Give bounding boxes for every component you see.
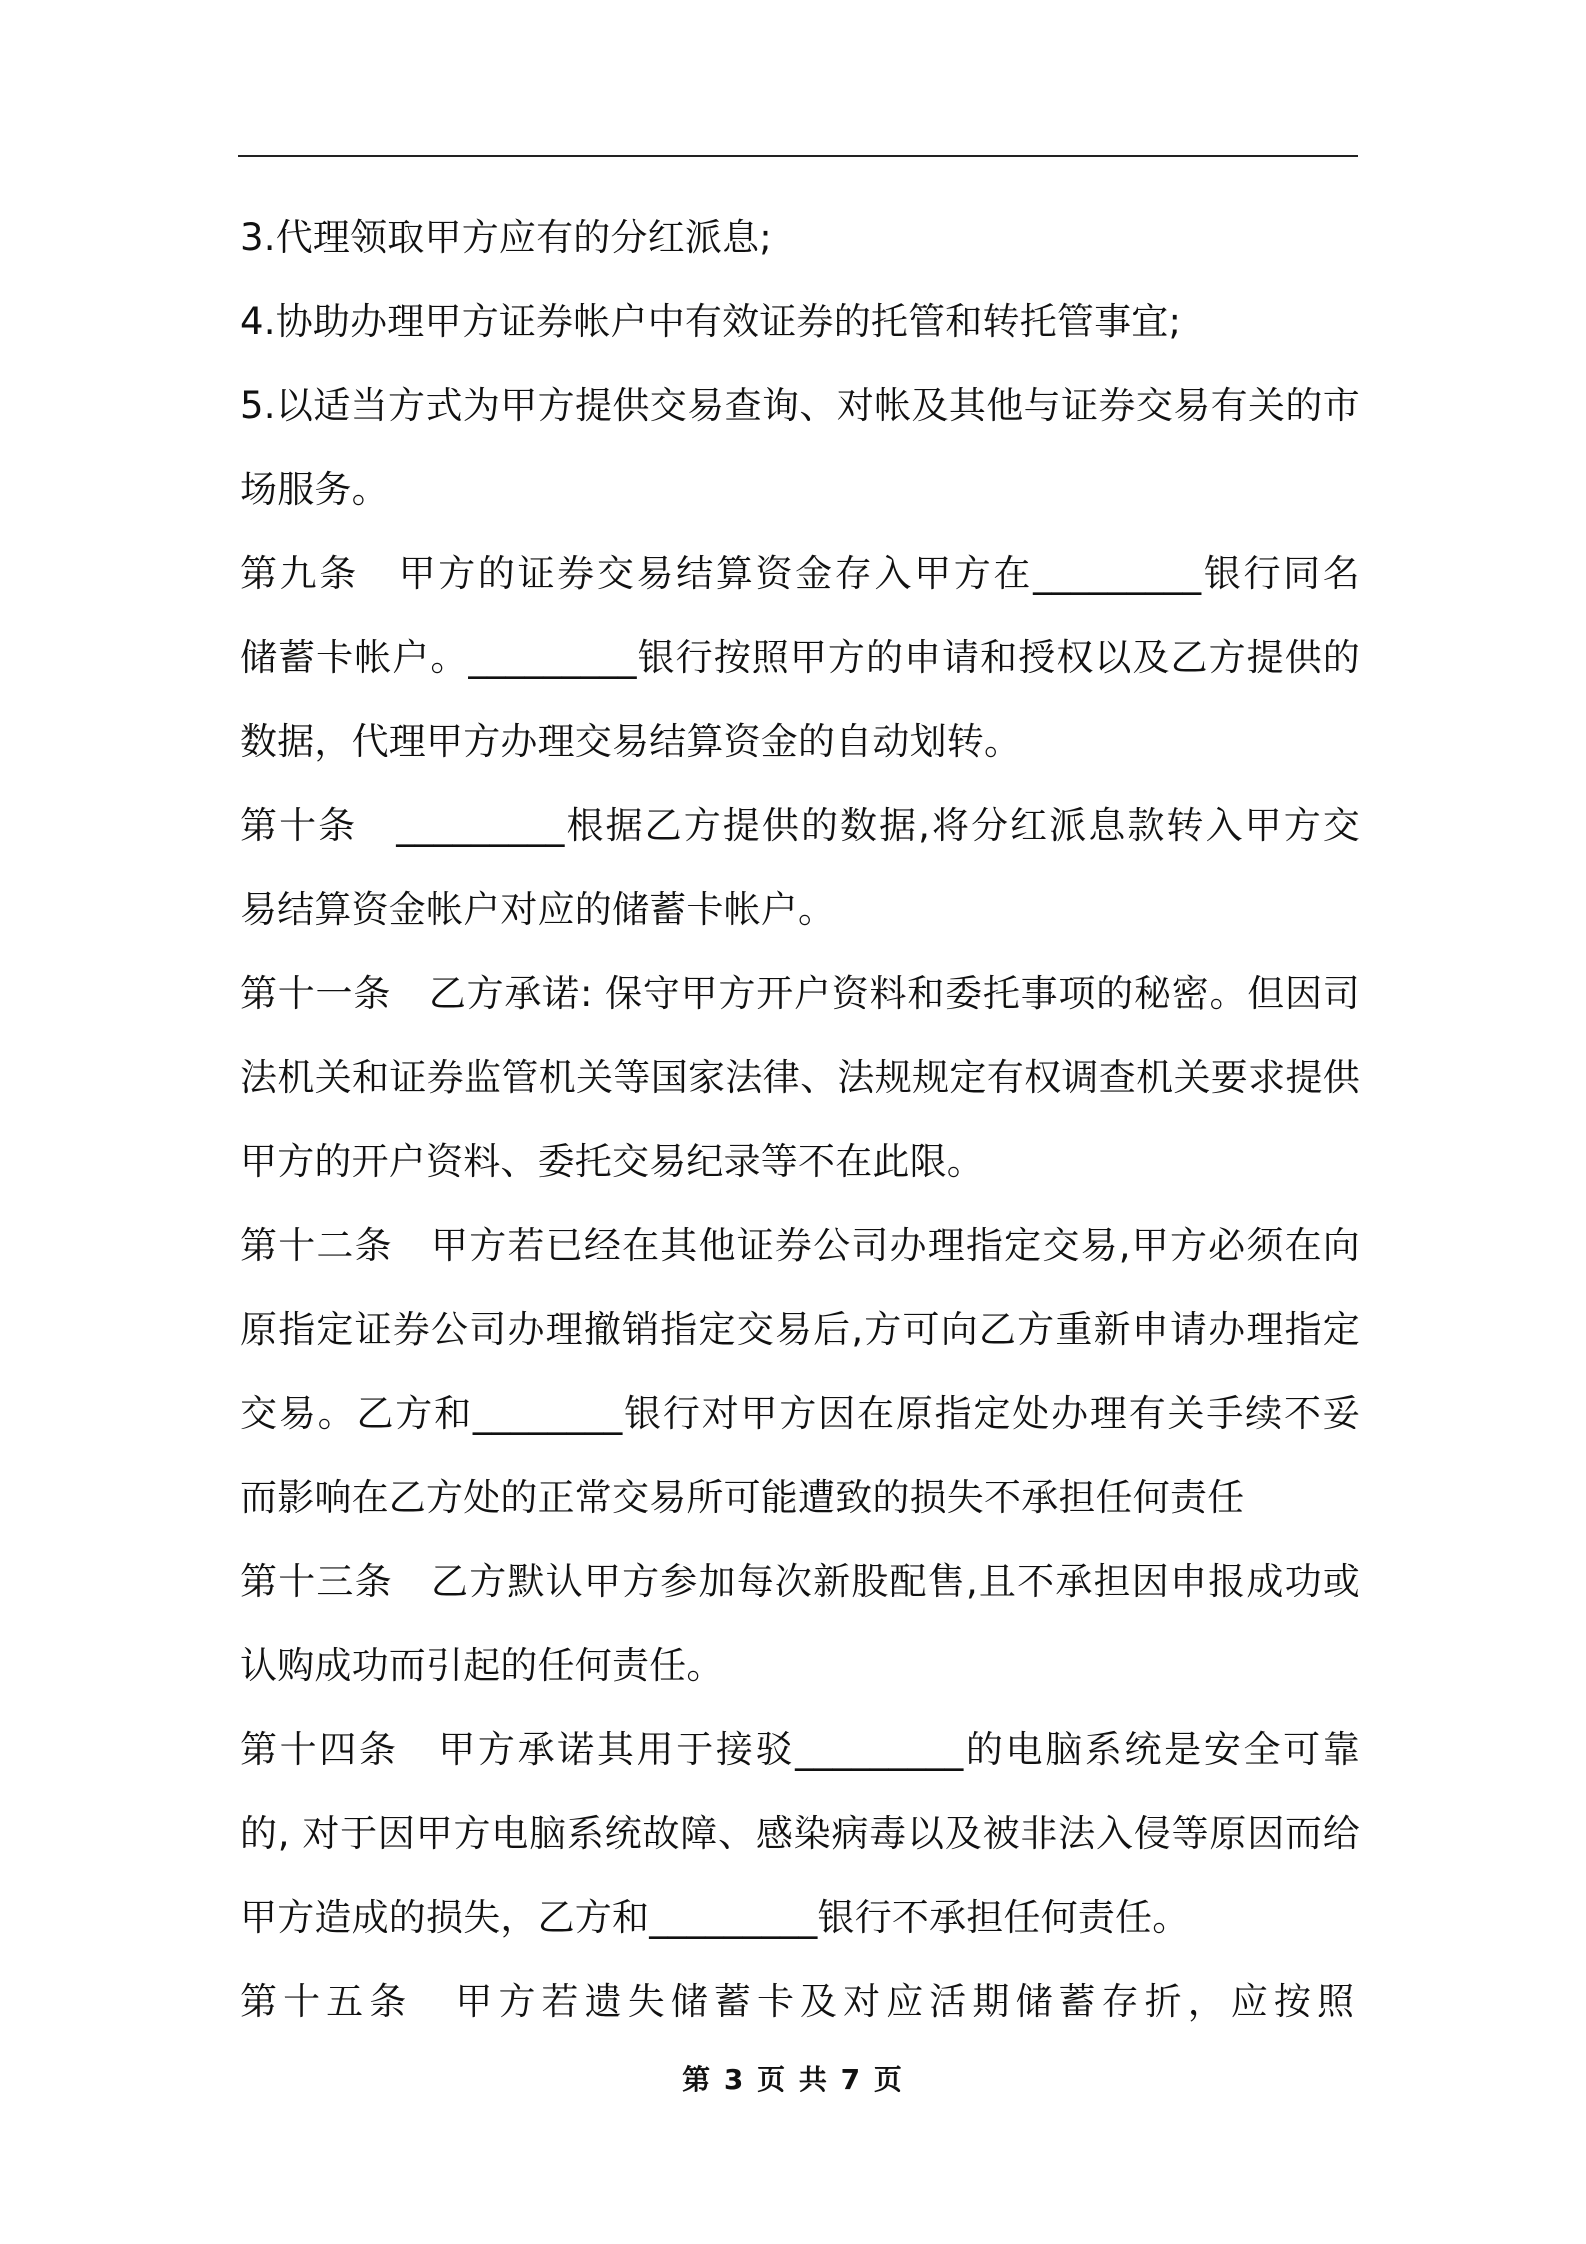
text-line: 第十三条 乙方默认甲方参加每次新股配售,且不承担因申报成功或 (240, 1560, 1360, 1603)
text-line: 甲方的开户资料、委托交易纪录等不在此限。 (240, 1140, 984, 1183)
text-line: 第十四条 甲方承诺其用于接驳_________的电脑系统是安全可靠 (240, 1728, 1360, 1771)
text-line: 的, 对于因甲方电脑系统故障、感染病毒以及被非法入侵等原因而给 (240, 1812, 1360, 1855)
text-line: 第十一条 乙方承诺: 保守甲方开户资料和委托事项的秘密。但因司 (240, 972, 1360, 1015)
text-line: 而影响在乙方处的正常交易所可能遭致的损失不承担任何责任 (240, 1476, 1245, 1519)
text-line: 3.代理领取甲方应有的分红派息; (240, 216, 772, 259)
text-line: 甲方造成的损失，乙方和_________银行不承担任何责任。 (240, 1896, 1190, 1939)
text-line: 4.协助办理甲方证券帐户中有效证券的托管和转托管事宜; (240, 300, 1182, 343)
header-rule (238, 155, 1358, 157)
text-line: 第十条 _________根据乙方提供的数据,将分红派息款转入甲方交 (240, 804, 1360, 847)
text-line: 第十五条 甲方若遗失储蓄卡及对应活期储蓄存折，应按照 (240, 1980, 1360, 2023)
text-line: 第十二条 甲方若已经在其他证券公司办理指定交易,甲方必须在向 (240, 1224, 1360, 1267)
text-line: 第九条 甲方的证券交易结算资金存入甲方在_________银行同名 (240, 552, 1360, 595)
text-line: 5.以适当方式为甲方提供交易查询、对帐及其他与证券交易有关的市 (240, 384, 1360, 427)
page-number: 第 3 页 共 7 页 (682, 2063, 904, 2096)
text-line: 易结算资金帐户对应的储蓄卡帐户。 (240, 888, 836, 931)
document-body (240, 196, 1360, 2044)
text-line: 交易。乙方和________银行对甲方因在原指定处办理有关手续不妥 (240, 1392, 1360, 1435)
text-line: 储蓄卡帐户。_________银行按照甲方的申请和授权以及乙方提供的 (240, 636, 1360, 679)
text-line: 法机关和证券监管机关等国家法律、法规规定有权调查机关要求提供 (240, 1056, 1360, 1099)
text-line: 数据，代理甲方办理交易结算资金的自动划转。 (240, 720, 1022, 763)
text-line: 原指定证券公司办理撤销指定交易后,方可向乙方重新申请办理指定 (240, 1308, 1360, 1351)
text-line: 场服务。 (240, 468, 389, 511)
text-line: 认购成功而引起的任何责任。 (240, 1644, 724, 1687)
